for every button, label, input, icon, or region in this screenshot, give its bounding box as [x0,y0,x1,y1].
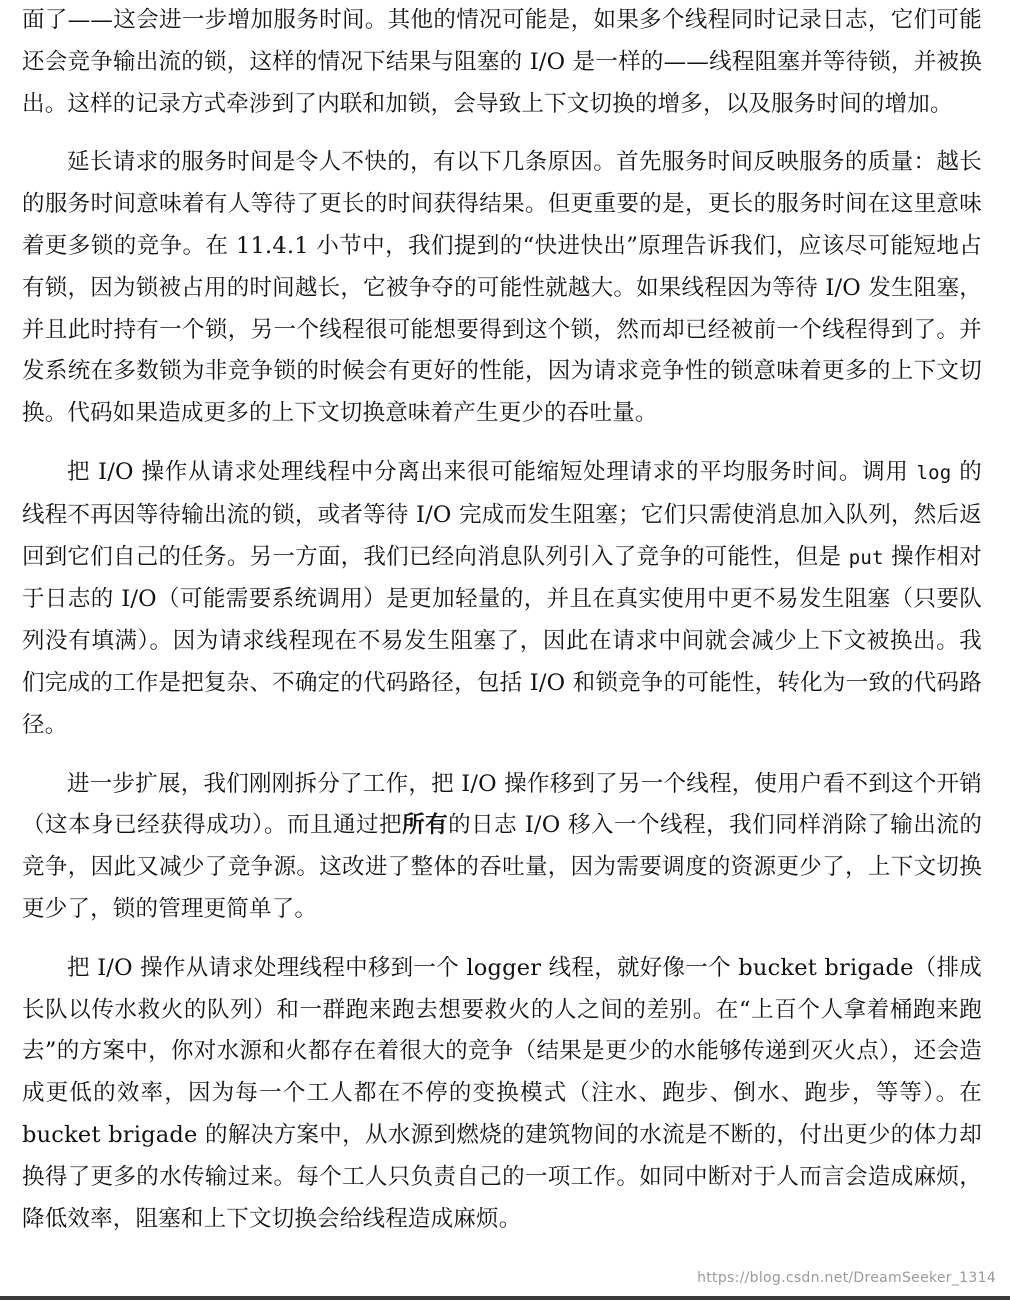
paragraph-3-text-b: 的线程不再因等待输出流的锁，或者等待 I/O 完成而发生阻塞；它们只需使消息加入队列，然后返回到它们自己的任务。另一方面，我们已经向消息队列引入了竞争的可能性，但是 [22,458,983,570]
document-page [22,0,982,1240]
code-log: log [916,461,952,484]
paragraph-1-text: 面了——这会进一步增加服务时间。其他的情况可能是，如果多个线程同时记录日志，它们可能还会竞争输出流的锁，这样的情况下结果与阻塞的 I/O 是一样的——线程阻塞并等待锁，并被换出。这样的记录方式牵涉到了内联和加锁，会导致上下文切换的增多，以及服务时间的增加。 [22,7,982,117]
page-bottom-edge [0,1296,1010,1300]
paragraph-2-text: 延长请求的服务时间是令人不快的，有以下几条原因。首先服务时间反映服务的质量：越长的服务时间意味着有人等待了更长的时间获得结果。但更重要的是，更长的服务时间在这里意味着更多锁的竞争。在 11.4.1 小节中，我们提到的“快进快出”原理告诉我们，应该尽可能短地占有锁，因为锁被占用的时间越长，它被争夺的可能性就越大。如果线程因为等待 I/O 发生阻塞，并且此时持有一个锁，另一个线程很可能想要得到这个锁，然而却已经被前一个线程得到了。并发系统在多数锁为非竞争锁的时候会有更好的性能，因为请求竞争性的锁意味着更多的上下文切换。代码如果造成更多的上下文切换意味着产生更少的吞吐量。 [22,149,982,427]
paragraph-gap [22,931,982,948]
paragraph-4-text-a: 进一步扩展，我们刚刚拆分了工作，把 I/O 操作移到了另一个线程，使用户看不到这个开销（这本身已经获得成功）。而且通过把 [22,770,982,839]
paragraph-5-text: 把 I/O 操作从请求处理线程中移到一个 logger 线程，就好像一个 bucket brigade（排成长队以传水救火的队列）和一群跑来跑去想要救火的人之间的差别。在“上百个人拿着桶跑来跑去”的方案中，你对水源和火都存在着很大的竞争（结果是更少的水能够传递到灭火点），还会造成更低的效率，因为每一个工人都在不停的变换模式（注水、跑步、倒水、跑步，等等）。在 bucket brigade 的解决方案中，从水源到燃烧的建筑物间的水流是不断的，付出更少的体力却换得了更多的水传输过来。每个工人只负责自己的一项工作。如同中断对于人而言会造成麻烦，降低效率，阻塞和上下文切换会给线程造成麻烦。 [22,954,982,1232]
paragraph-2 [22,142,982,435]
code-put: put [848,546,884,569]
paragraph-5 [22,948,982,1241]
paragraph-3-text-c: 操作相对于日志的 I/O（可能需要系统调用）是更加轻量的，并且在真实使用中更不易发生阻塞（只要队列没有填满）。因为请求线程现在不易发生阻塞了，因此在请求中间就会减少上下文被换出。我们完成的工作是把复杂、不确定的代码路径，包括 I/O 和锁竞争的可能性，转化为一致的代码路径。 [22,543,982,738]
paragraph-gap [22,125,982,142]
paragraph-4-text-b: 的日志 I/O 移入一个线程，我们同样消除了输出流的竞争，因此又减少了竞争源。这改进了整体的吞吐量，因为需要调度的资源更少了，上下文切换更少了，锁的管理更简单了。 [22,812,983,922]
emphasis-all: 所有 [402,812,449,839]
paragraph-4 [22,764,982,931]
paragraph-1 [22,0,982,125]
paragraph-gap [22,435,982,452]
paragraph-3 [22,452,982,747]
watermark: https://blog.csdn.net/DreamSeeker_1314 [697,1270,996,1286]
paragraph-gap [22,747,982,764]
paragraph-3-text-a: 把 I/O 操作从请求处理线程中分离出来很可能缩短处理请求的平均服务时间。调用 [67,458,917,485]
